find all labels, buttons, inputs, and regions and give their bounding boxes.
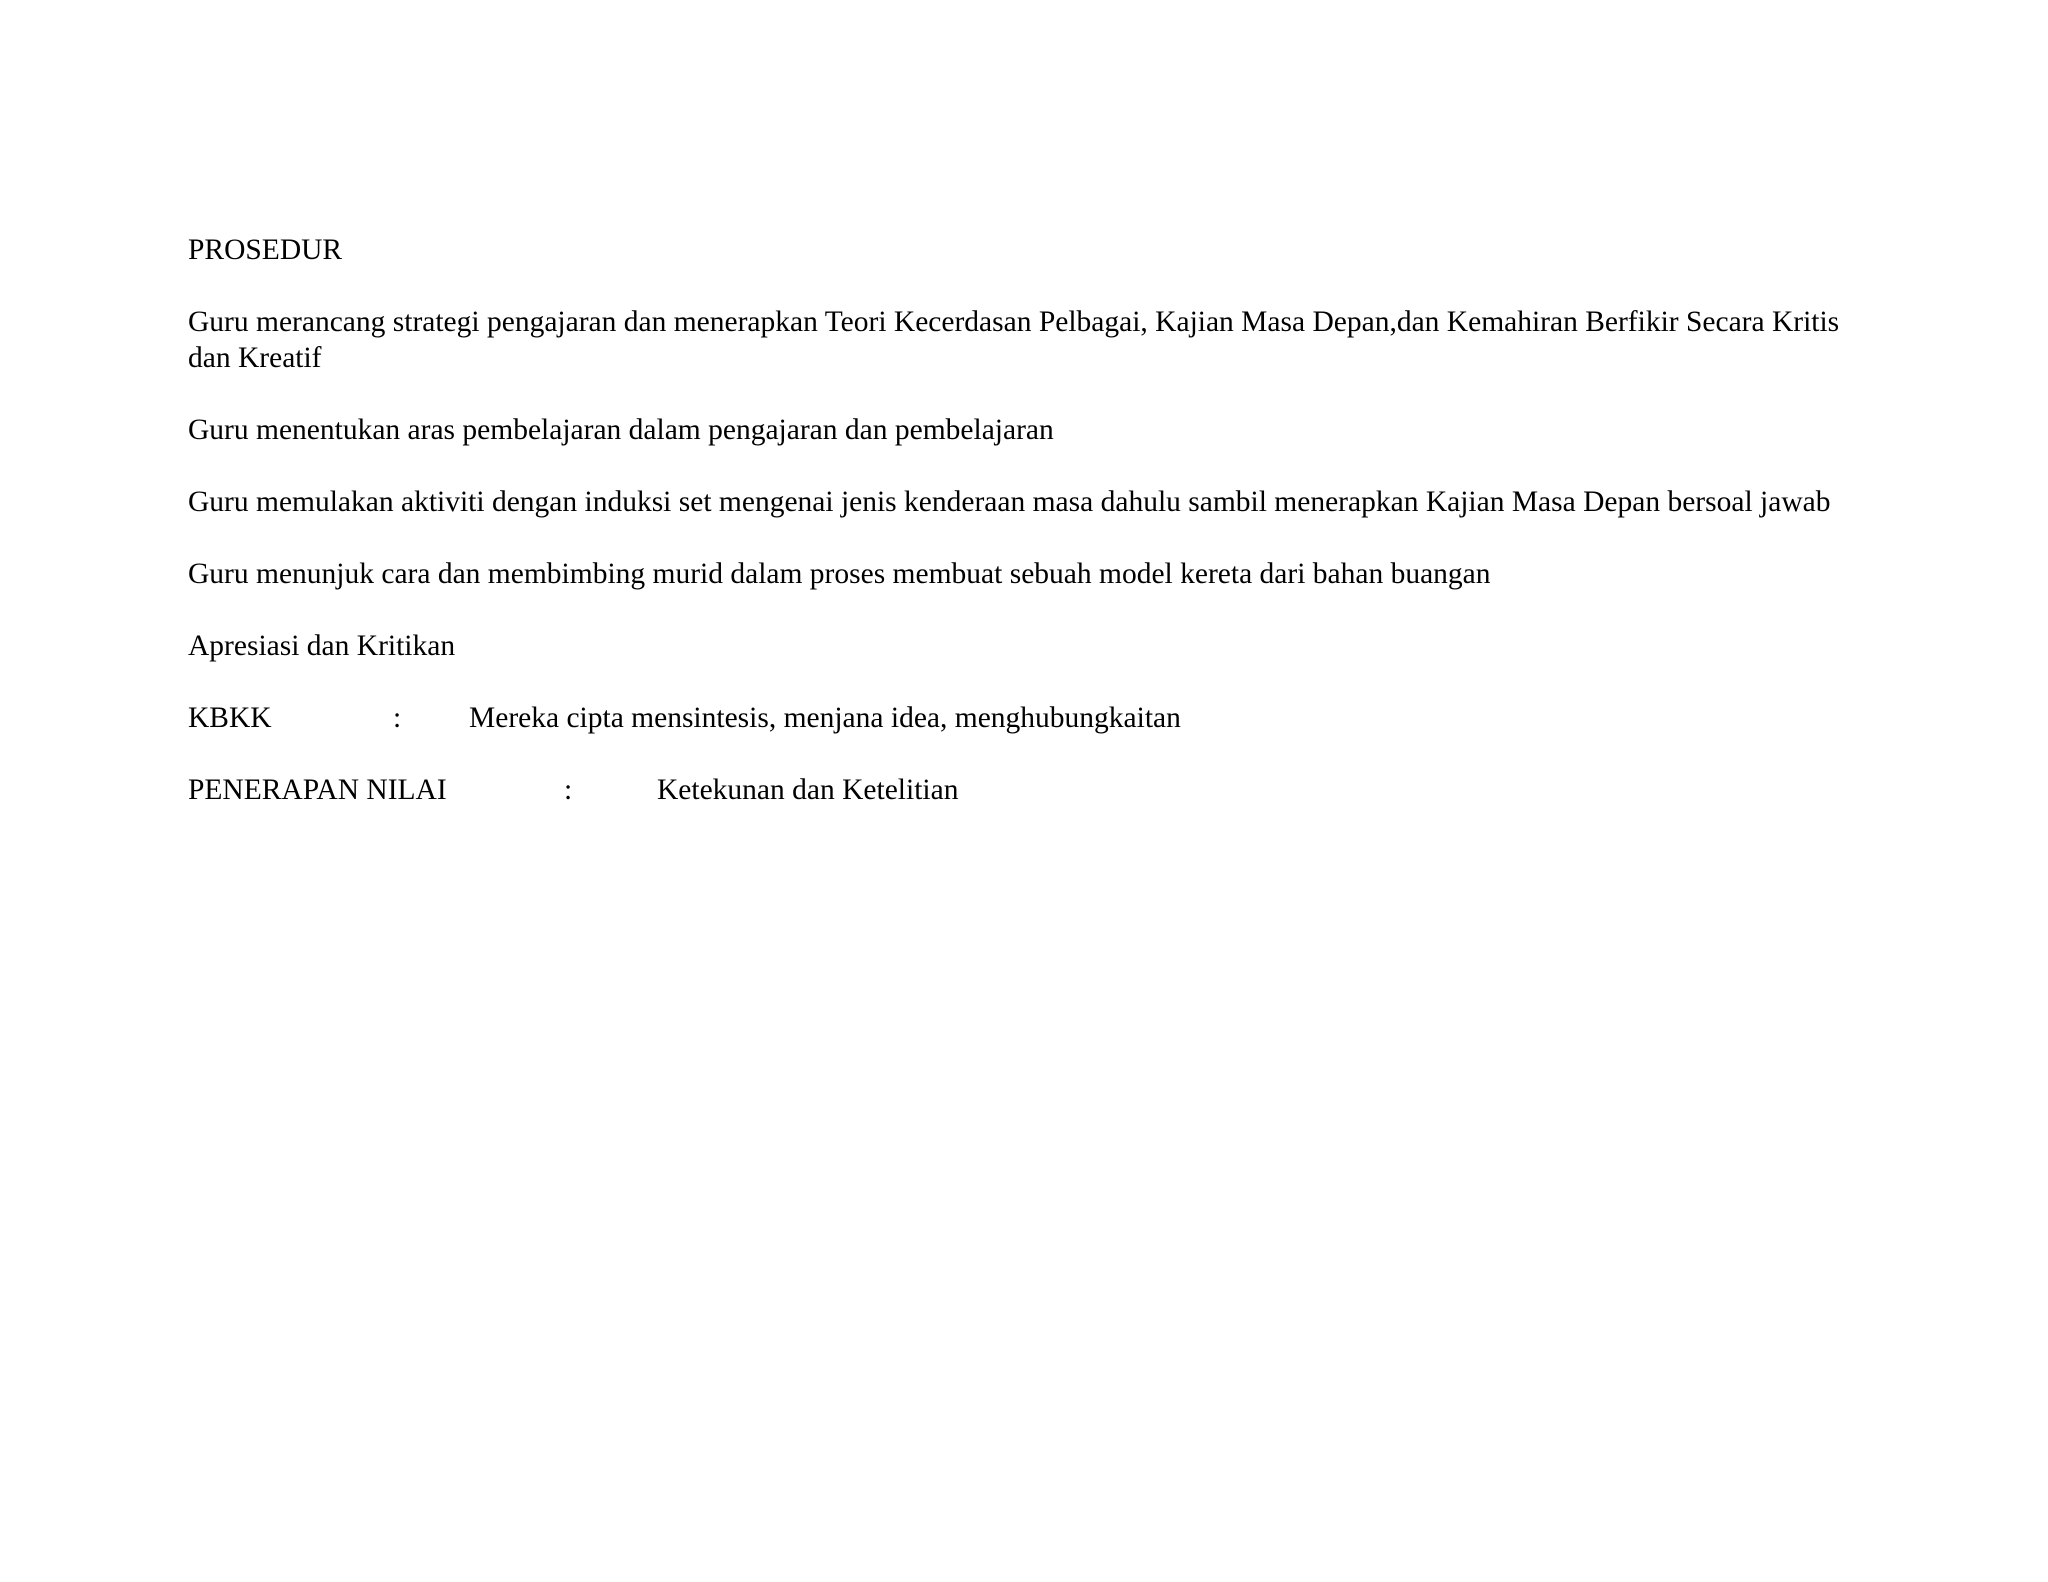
procedure-paragraph-4: Guru menunjuk cara dan membimbing murid dalam proses membuat sebuah model kereta dari bahan buangan [188, 558, 1491, 590]
field-separator: : [564, 774, 573, 806]
field-row-penerapan-nilai [188, 772, 1888, 808]
procedure-paragraph-3: Guru memulakan aktiviti dengan induksi set mengenai jenis kenderaan masa dahulu sambil menerapkan Kajian Masa Depan bersoal jawab [188, 486, 1831, 518]
field-value: Ketekunan dan Ketelitian [657, 774, 959, 806]
field-value: Mereka cipta mensintesis, menjana idea, menghubungkaitan [469, 702, 1181, 734]
field-label: PENERAPAN NILAI [188, 774, 447, 806]
field-separator: : [393, 702, 402, 734]
field-row-kbkk [188, 700, 1888, 736]
procedure-paragraph-2: Guru menentukan aras pembelajaran dalam pengajaran dan pembelajaran [188, 414, 1054, 446]
procedure-paragraph-5: Apresiasi dan Kritikan [188, 630, 456, 662]
procedure-paragraph-1: Guru merancang strategi pengajaran dan menerapkan Teori Kecerdasan Pelbagai, Kajian Masa Depan,dan Kemahiran Berfikir Secara Kritis dan Kreatif [188, 306, 1840, 374]
section-heading: PROSEDUR [188, 234, 343, 266]
field-label: KBKK [188, 702, 272, 734]
document-body [188, 232, 1888, 844]
